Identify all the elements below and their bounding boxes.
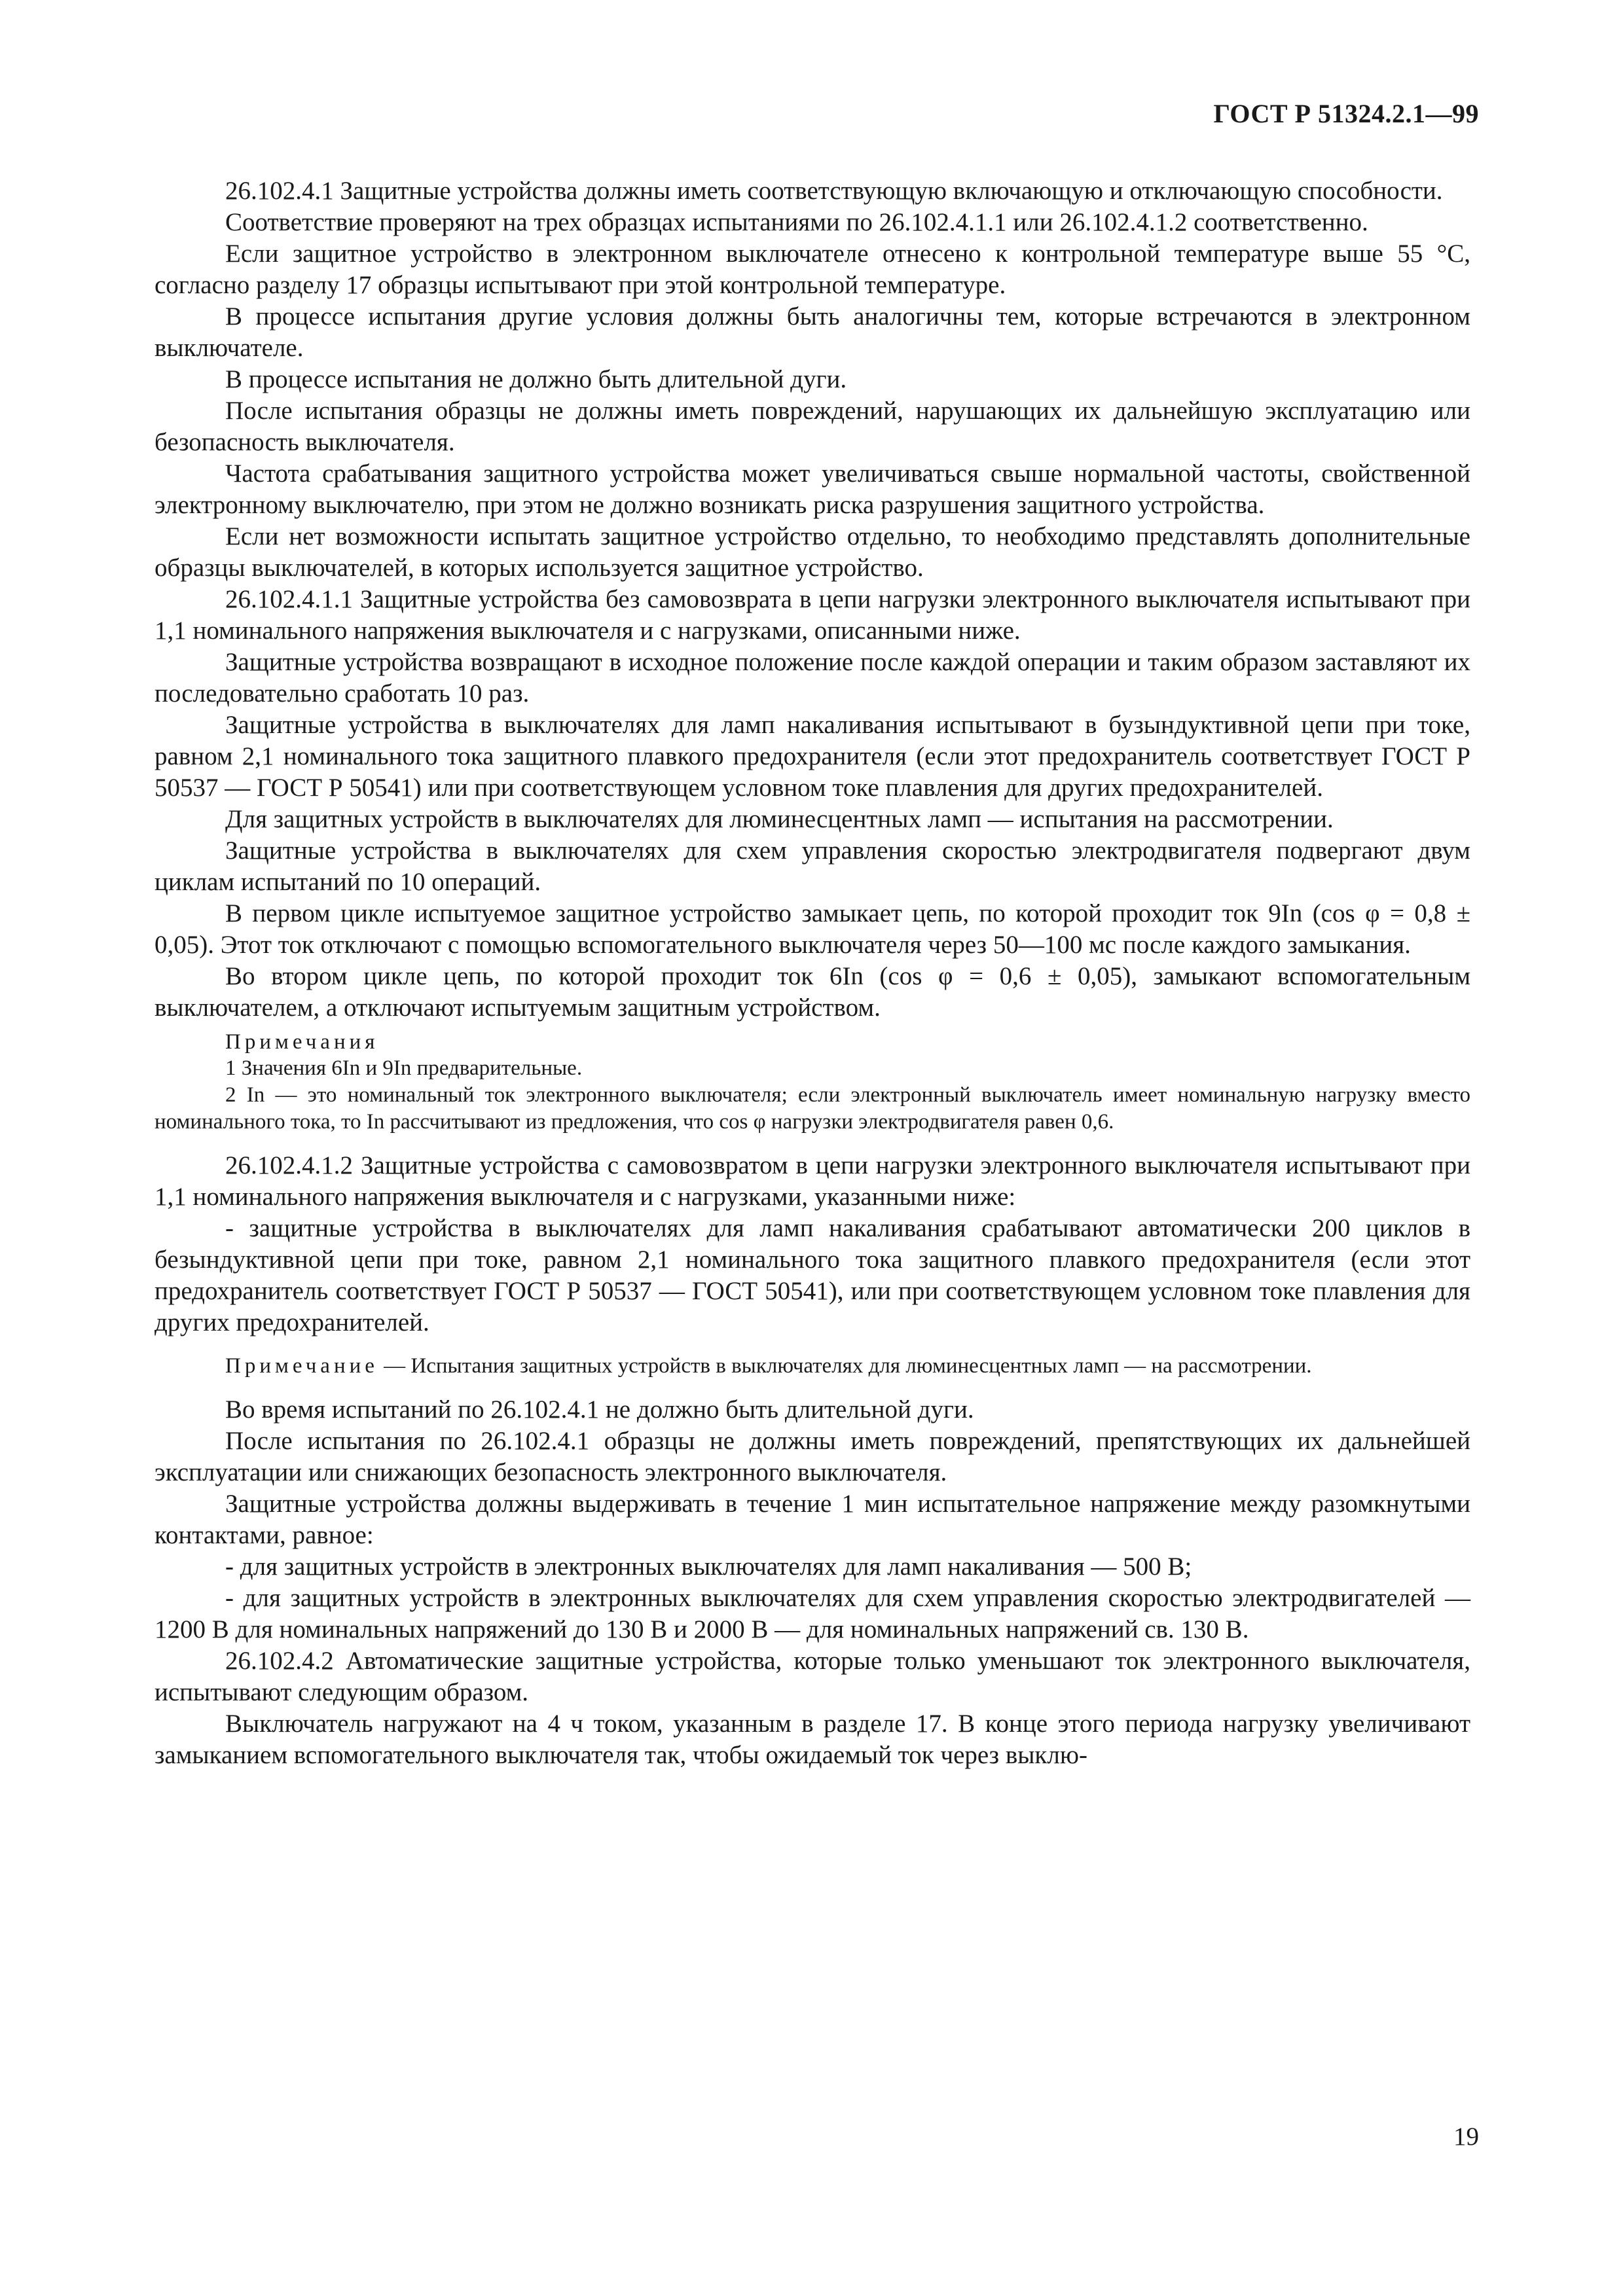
paragraph: Во втором цикле цепь, по которой проходит ток 6In (cos φ = 0,6 ± 0,05), замыкают вспомогательным выключателем, а отключают испытуемым защитным устройством. [155,962,1470,1022]
note-item: 2 In — это номинальный ток электронного выключателя; если электронный выключатель имеет номинальную нагрузку вместо номинального тока, то In рассчитывают из предложения, что cos φ нагрузки электродвигателя равен 0,6. [155,1083,1470,1134]
notes-heading: Примечания [225,1030,379,1054]
paragraph: Соответствие проверяют на трех образцах испытаниями по 26.102.4.1.1 или 26.102.4.1.2 соответственно. [225,208,1368,236]
note-inline-text: — Испытания защитных устройств в выключателях для люминесцентных ламп — на рассмотрении. [378,1354,1312,1378]
note-inline [155,1353,1470,1380]
paragraph: Защитные устройства в выключателях для схем управления скоростью электродвигателя подвергают двум циклам испытаний по 10 операций. [155,836,1470,896]
paragraph-group-c [155,1394,1470,1771]
paragraph: В процессе испытания не должно быть длительной дуги. [225,365,847,393]
paragraph: - защитные устройства в выключателях для ламп накаливания срабатывают автоматически 200 циклов в безындуктивной цепи при токе, равном 2,1 номинального тока защитного плавкого предохранителя (если этот предохранитель соответствует ГОСТ Р 50537 — ГОСТ 50541), или при соответствующем условном токе плавления для других предохранителей. [155,1214,1470,1336]
paragraph: Во время испытаний по 26.102.4.1 не должно быть длительной дуги. [225,1395,974,1424]
paragraph: Если защитное устройство в электронном выключателе отнесено к контрольной температуре выше 55 °С, согласно разделу 17 образцы испытывают при этой контрольной температуре. [155,240,1470,299]
paragraph: 26.102.4.1 Защитные устройства должны иметь соответствующую включающую и отключающую способности. [225,177,1443,205]
paragraph: После испытания образцы не должны иметь повреждений, нарушающих их дальнейшую эксплуатацию или безопасность выключателя. [155,397,1470,456]
document-header: ГОСТ Р 51324.2.1—99 [1213,99,1479,128]
paragraph: Защитные устройства в выключателях для ламп накаливания испытывают в бузындуктивной цепи при токе, равном 2,1 номинального тока защитного плавкого предохранителя (если этот предохранитель соответствует ГОСТ Р 50537 — ГОСТ Р 50541) или при соответствующем условном токе плавления для других предохранителей. [155,711,1470,802]
paragraph-group-b [155,1150,1470,1338]
paragraph: - для защитных устройств в электронных выключателях для схем управления скоростью электродвигателей — 1200 В для номинальных напряжений до 130 В и 2000 В — для номинальных напряжений св. 130 В. [155,1584,1470,1643]
paragraph: Защитные устройства должны выдерживать в течение 1 мин испытательное напряжение между разомкнутыми контактами, равное: [155,1490,1470,1549]
paragraph: 26.102.4.1.1 Защитные устройства без самовозврата в цепи нагрузки электронного выключателя испытывают при 1,1 номинального напряжения выключателя и с нагрузками, описанными ниже. [155,585,1470,645]
note-inline-heading: Примечание [225,1354,378,1378]
paragraph: В процессе испытания другие условия должны быть аналогичны тем, которые встречаются в электронном выключателе. [155,302,1470,362]
paragraph: Выключатель нагружают на 4 ч током, указанным в разделе 17. В конце этого периода нагрузку увеличивают замыканием вспомогательного выключателя так, чтобы ожидаемый ток через выклю- [155,1710,1470,1769]
paragraph: Для защитных устройств в выключателях для люминесцентных ламп — испытания на рассмотрении. [225,805,1334,833]
document-body [155,175,1470,1771]
paragraph: Частота срабатывания защитного устройства может увеличиваться свыше нормальной частоты, свойственной электронному выключателю, при этом не должно возникать риска разрушения защитного устройства. [155,459,1470,519]
paragraph: Если нет возможности испытать защитное устройство отдельно, то необходимо представлять дополнительные образцы выключателей, в которых используется защитное устройство. [155,522,1470,582]
notes-list [155,1055,1470,1136]
paragraph: - для защитных устройств в электронных выключателях для ламп накаливания — 500 В; [225,1552,1192,1581]
paragraph: Защитные устройства возвращают в исходное положение после каждой операции и таким образом заставляют их последовательно сработать 10 раз. [155,648,1470,708]
page-number: 19 [1453,2123,1479,2151]
paragraph: В первом цикле испытуемое защитное устройство замыкает цепь, по которой проходит ток 9In (cos φ = 0,8 ± 0,05). Этот ток отключают с помощью вспомогательного выключателя через 50—100 мс после каждого замыкания. [155,899,1470,959]
note-item: 1 Значения 6In и 9In предварительные. [225,1056,583,1080]
paragraph: 26.102.4.1.2 Защитные устройства с самовозвратом в цепи нагрузки электронного выключателя испытывают при 1,1 номинального напряжения выключателя и с нагрузками, указанными ниже: [155,1151,1470,1211]
paragraph: После испытания по 26.102.4.1 образцы не должны иметь повреждений, препятствующих их дальнейшей эксплуатации или снижающих безопасность электронного выключателя. [155,1427,1470,1486]
paragraph-group-a [155,175,1470,1024]
paragraph: 26.102.4.2 Автоматические защитные устройства, которые только уменьшают ток электронного выключателя, испытывают следующим образом. [155,1647,1470,1706]
